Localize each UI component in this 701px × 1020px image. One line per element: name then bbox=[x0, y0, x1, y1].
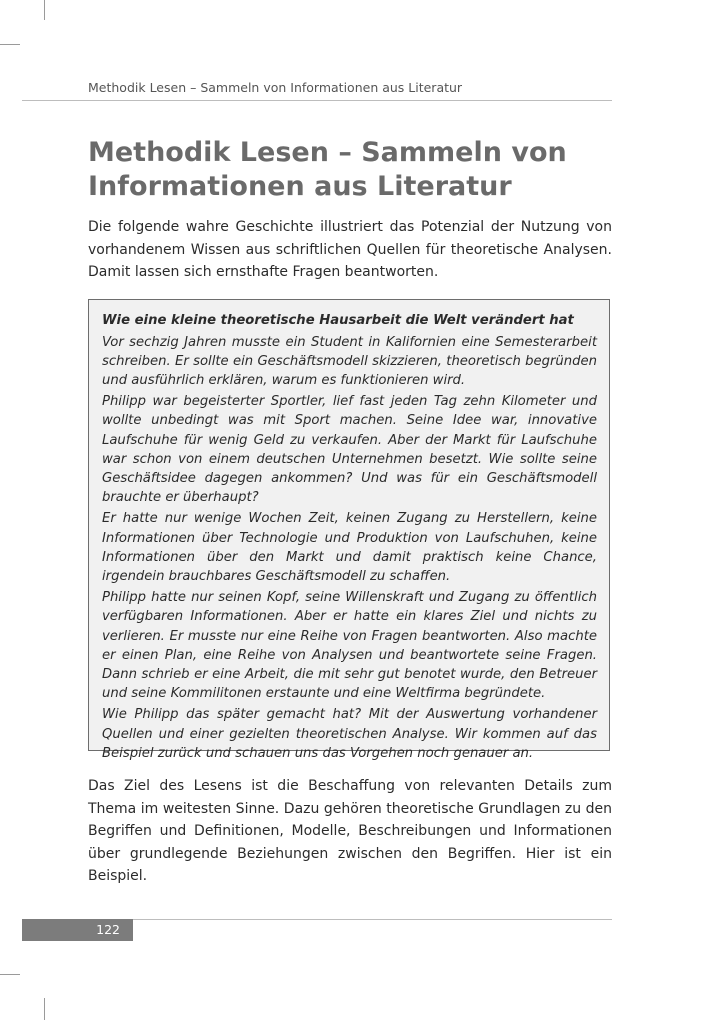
story-box bbox=[88, 299, 610, 761]
crop-mark-top-vertical bbox=[44, 0, 45, 20]
running-header: Methodik Lesen – Sammeln von Informationen aus Literatur bbox=[88, 80, 463, 95]
page-title: Methodik Lesen – Sammeln von Informationen aus Literatur bbox=[88, 137, 567, 202]
crop-mark-bottom-vertical bbox=[44, 998, 45, 1020]
story-paragraph: Wie Philipp das später gemacht hat? Mit der Auswertung vorhandener Quellen und einer gezielten theoretischen Analyse. Wir kommen auf das Beispiel zurück und schauen uns das Vorgehen noch genauer an. bbox=[102, 707, 597, 761]
header-divider bbox=[22, 100, 612, 101]
closing-paragraph: Das Ziel des Lesens ist die Beschaffung von relevanten Details zum Thema im weitesten Sinne. Dazu gehören theoretische Grundlagen zu den Begriffen und Definitionen, Modelle, Beschreibungen und Informationen über grundlegende Beziehungen zwischen den Begriffen. Hier ist ein Beispiel. bbox=[88, 778, 612, 884]
crop-mark-bottom-horizontal bbox=[0, 974, 20, 975]
story-paragraph: Philipp hatte nur seinen Kopf, seine Willenskraft und Zugang zu öffentlich verfügbaren Informationen. Aber er hatte ein klares Ziel und nichts zu verlieren. Er musste nur eine Reihe von Fragen beantworten. Also machte er einen Plan, eine Reihe von Analysen und beantwortete seine Fragen. Dann schrieb er eine Arbeit, die mit sehr gut benotet wurde, den Betreuer und seine Kommilitonen erstaunte und eine Weltfirma begründete. bbox=[102, 590, 597, 702]
story-box-title: Wie eine kleine theoretische Hausarbeit die Welt verändert hat bbox=[102, 313, 574, 328]
story-paragraph: Vor sechzig Jahren musste ein Student in Kalifornien eine Semesterarbeit schreiben. Er sollte ein Geschäftsmodell skizzieren, theoretisch begründen und ausführlich erklären, warum es funktionieren wird. bbox=[102, 334, 597, 388]
story-paragraph: Er hatte nur wenige Wochen Zeit, keinen Zugang zu Herstellern, keine Informationen über Technologie und Produktion von Laufschuhen, keine Informationen über den Markt und damit praktisch keine Chance, irgendein brauchbares Geschäftsmodell zu schaffen. bbox=[102, 511, 597, 584]
intro-paragraph: Die folgende wahre Geschichte illustriert das Potenzial der Nutzung von vorhandenem Wissen aus schriftlichen Quellen für theoretische Analysen. Damit lassen sich ernsthafte Fragen beantworten. bbox=[88, 219, 612, 280]
crop-mark-top-horizontal bbox=[0, 44, 20, 45]
page-number: 122 bbox=[22, 919, 133, 941]
story-paragraph: Philipp war begeisterter Sportler, lief fast jeden Tag zehn Kilometer und wollte unbedingt was mit Sport machen. Seine Idee war, innovative Laufschuhe für wenig Geld zu verkaufen. Aber der Markt für Laufschuhe war schon von einem deutschen Unternehmen besetzt. Wie sollte seine Geschäftsidee dagegen ankommen? Und was für ein Geschäftsmodell brauchte er überhaupt? bbox=[102, 394, 597, 506]
